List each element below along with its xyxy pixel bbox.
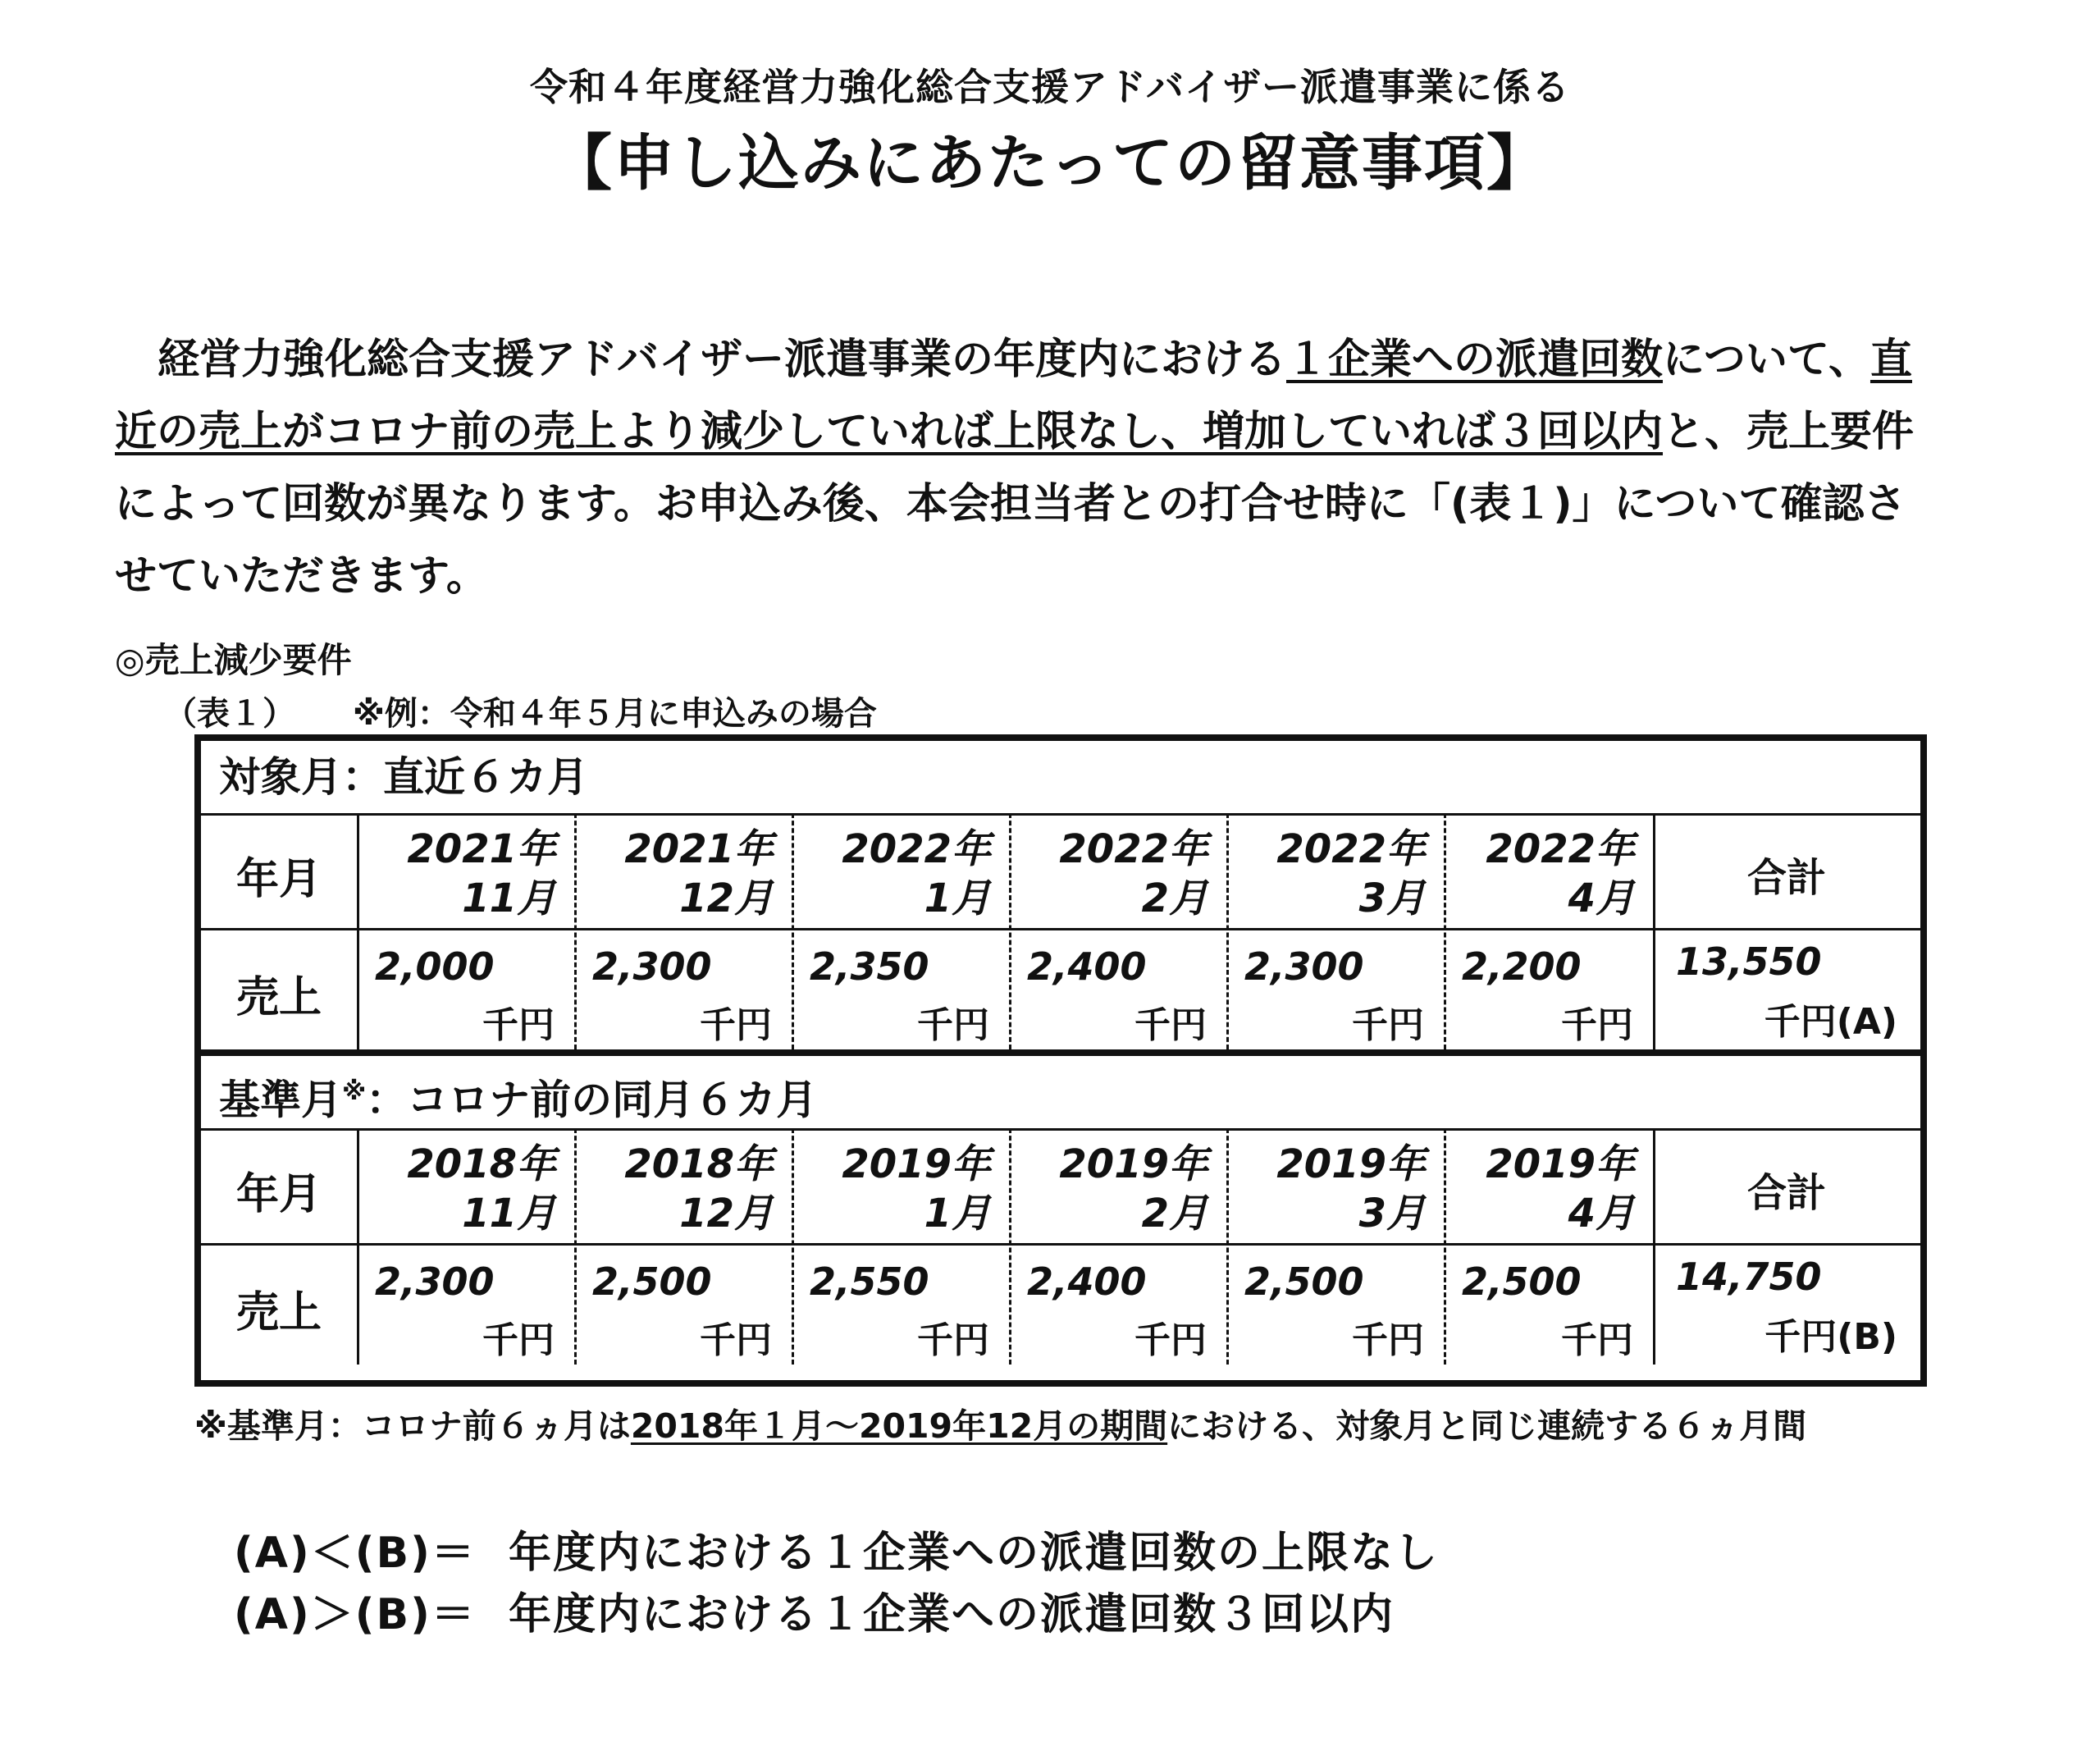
intro-underline-1: １企業への派遣回数 — [1285, 336, 1663, 384]
baseline-total-unit: 千円(B) — [1764, 1316, 1897, 1358]
baseline-sales-amount: 2,500 — [1244, 1259, 1364, 1304]
baseline-sales-amount: 2,300 — [375, 1259, 495, 1304]
target-total-unit: 千円(A) — [1764, 1001, 1897, 1043]
footnote-text-2: における、対象月と同じ連続する６ヵ月間 — [1167, 1406, 1807, 1446]
table-caption-example: ※例：令和４年５月に申込みの場合 — [353, 695, 877, 733]
target-month-cell — [357, 825, 556, 923]
year-text: 2022年 — [1276, 826, 1426, 872]
target-month-cell — [1009, 825, 1208, 923]
target-month-cell — [1444, 825, 1635, 923]
month-text: 3月 — [1358, 875, 1426, 921]
baseline-sales-unit: 千円 — [917, 1319, 989, 1361]
year-text: 2019年 — [1059, 1141, 1208, 1187]
target-sales-unit: 千円 — [1561, 1004, 1633, 1046]
intro-text-1: 経営力強化総合支援アドバイザー派遣事業の年度内における — [158, 336, 1286, 384]
target-heading: 対象月：直近６カ月 — [219, 753, 588, 801]
year-text: 2019年 — [842, 1141, 991, 1187]
target-total-amount: 13,550 — [1676, 939, 1822, 984]
year-text: 2019年 — [1276, 1141, 1426, 1187]
baseline-rule-1 — [201, 1128, 1920, 1131]
baseline-sales-amount: 2,550 — [810, 1259, 929, 1304]
document-title: 【申し込みにあたっての留意事項】 — [551, 128, 1549, 199]
baseline-month-cell — [1444, 1140, 1635, 1238]
year-text: 2018年 — [407, 1141, 556, 1187]
document-subtitle: 令和４年度経営力強化総合支援アドバイザー派遣事業に係る — [529, 65, 1571, 109]
footnote-text-1: ※基準月：コロナ前６ヵ月は — [194, 1406, 631, 1446]
intro-underline-2: 直近の売上がコロナ前の売上より減少していれば上限なし、増加していれば３回以内 — [115, 336, 1912, 456]
month-text: 12月 — [679, 1191, 774, 1237]
month-text: 4月 — [1568, 1191, 1635, 1237]
baseline-heading — [201, 1056, 1920, 1128]
condition-1 — [234, 1518, 1439, 1579]
target-total-label: 合計 — [1746, 855, 1826, 901]
condition-2-lhs: (A)＞(B)＝ — [234, 1590, 476, 1639]
condition-1-lhs: (A)＜(B)＝ — [234, 1529, 476, 1578]
target-label-month: 年月 — [235, 855, 322, 904]
condition-1-rhs: 年度内における１企業への派遣回数の上限なし — [508, 1529, 1439, 1578]
target-sales-amount: 2,300 — [592, 944, 712, 989]
target-sales-amount: 2,350 — [810, 944, 929, 989]
condition-2 — [234, 1579, 1395, 1641]
year-text: 2018年 — [624, 1141, 774, 1187]
intro-text-2: について、 — [1663, 336, 1870, 384]
baseline-sales-unit: 千円 — [1561, 1319, 1633, 1361]
baseline-sales-amount: 2,500 — [1462, 1259, 1582, 1304]
intro-text-3: と、売上要件によって回数が異なります。お申込み後、本会担当者との打合せ時に「(表１)」について確認させていただきます。 — [115, 408, 1915, 601]
baseline-heading-main: 基準月 — [219, 1076, 342, 1124]
target-sales-unit: 千円 — [700, 1004, 772, 1046]
target-label-sales: 売上 — [235, 973, 322, 1022]
month-text: 4月 — [1568, 875, 1635, 921]
baseline-heading-rest: ：コロナ前の同月６カ月 — [366, 1076, 818, 1124]
baseline-total-label: 合計 — [1746, 1170, 1826, 1216]
baseline-sales-unit: 千円 — [482, 1319, 555, 1361]
month-text: 2月 — [1141, 875, 1208, 921]
target-sales-amount: 2,300 — [1244, 944, 1364, 989]
year-text: 2022年 — [1486, 826, 1635, 872]
baseline-sales-unit: 千円 — [1134, 1319, 1207, 1361]
year-text: 2022年 — [1059, 826, 1208, 872]
baseline-label-sales: 売上 — [235, 1288, 322, 1337]
baseline-sales-unit: 千円 — [1352, 1319, 1424, 1361]
target-month-cell — [792, 825, 991, 923]
baseline-label-month: 年月 — [235, 1170, 322, 1219]
target-sales-unit: 千円 — [482, 1004, 555, 1046]
month-text: 12月 — [679, 875, 774, 921]
baseline-month-cell — [792, 1140, 991, 1238]
year-text: 2021年 — [624, 826, 774, 872]
sales-table — [194, 734, 1927, 1387]
month-text: 1月 — [924, 875, 991, 921]
month-text: 11月 — [462, 875, 556, 921]
baseline-total-amount: 14,750 — [1676, 1255, 1822, 1299]
baseline-sales-unit: 千円 — [700, 1319, 772, 1361]
condition-2-rhs: 年度内における１企業への派遣回数３回以内 — [508, 1590, 1395, 1639]
target-month-cell — [574, 825, 774, 923]
baseline-month-cell — [1009, 1140, 1208, 1238]
target-sales-unit: 千円 — [917, 1004, 989, 1046]
baseline-month-cell — [1226, 1140, 1426, 1238]
target-sales-unit: 千円 — [1352, 1004, 1424, 1046]
month-text: 11月 — [462, 1191, 556, 1237]
year-text: 2022年 — [842, 826, 991, 872]
footnote — [194, 1399, 1806, 1447]
baseline-month-cell — [357, 1140, 556, 1238]
month-text: 3月 — [1358, 1191, 1426, 1237]
requirement-heading: ◎売上減少要件 — [115, 640, 352, 680]
baseline-rule-2 — [201, 1243, 1920, 1246]
baseline-sales-amount: 2,500 — [592, 1259, 712, 1304]
table-caption — [164, 688, 877, 734]
intro-paragraph — [115, 324, 1944, 613]
target-month-cell — [1226, 825, 1426, 923]
month-text: 1月 — [924, 1191, 991, 1237]
year-text: 2021年 — [407, 826, 556, 872]
target-rule-1 — [201, 813, 1920, 816]
section-separator — [201, 1049, 1920, 1056]
table-caption-label: （表１） — [164, 695, 295, 733]
target-rule-2 — [201, 928, 1920, 930]
target-sales-amount: 2,000 — [375, 944, 495, 989]
target-sales-amount: 2,400 — [1027, 944, 1147, 989]
baseline-sales-amount: 2,400 — [1027, 1259, 1147, 1304]
baseline-month-cell — [574, 1140, 774, 1238]
year-text: 2019年 — [1486, 1141, 1635, 1187]
baseline-heading-mark: ※ — [342, 1077, 367, 1106]
footnote-underline: 2018年１月～2019年12月の期間 — [630, 1406, 1168, 1446]
target-sales-amount: 2,200 — [1462, 944, 1582, 989]
month-text: 2月 — [1141, 1191, 1208, 1237]
target-sales-unit: 千円 — [1134, 1004, 1207, 1046]
